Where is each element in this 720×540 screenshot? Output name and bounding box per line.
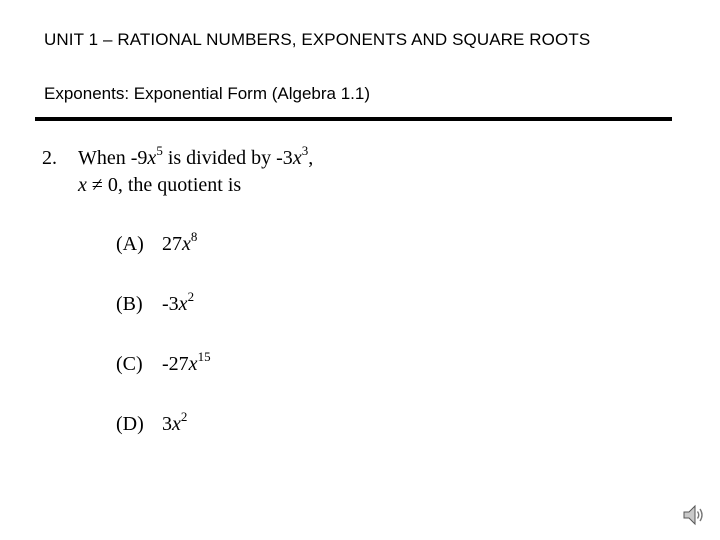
variable: x [292,147,302,169]
option-variable: x [182,233,191,255]
option-letter: (D) [116,413,144,435]
question-text [42,145,313,199]
option-variable: x [178,293,188,315]
option-coefficient: 27 [162,233,182,255]
lesson-subtitle: Exponents: Exponential Form (Algebra 1.1) [44,84,371,103]
option-exponent: 8 [190,229,198,244]
answer-options [116,226,211,466]
variable: x [147,147,157,169]
speaker-icon[interactable] [682,503,706,527]
option-coefficient: 3 [162,413,172,435]
variable: x [78,174,87,196]
title-divider [35,117,672,121]
option-letter: (A) [116,233,144,255]
option-coefficient: -3 [162,293,179,315]
option-b[interactable] [116,286,211,346]
question-line-2 [42,172,313,199]
option-exponent: 2 [180,409,188,424]
unit-title: UNIT 1 – RATIONAL NUMBERS, EXPONENTS AND SQUARE ROOTS [44,30,591,49]
option-d[interactable] [116,406,211,466]
question-text-part: ≠ 0, the quotient is [86,174,242,196]
option-coefficient: -27 [162,353,189,375]
option-letter: (B) [116,293,143,315]
question-line-1 [42,145,313,172]
option-a[interactable] [116,226,211,286]
exponent: 3 [301,143,309,158]
exponent: 5 [156,143,163,158]
option-letter: (C) [116,353,143,375]
option-c[interactable] [116,346,211,406]
option-variable: x [188,353,198,375]
option-exponent: 15 [197,349,211,364]
question-number: 2. [42,147,57,169]
question-text-part: , [308,147,314,169]
question-text-part: is divided by -3 [162,147,293,169]
option-variable: x [172,413,181,435]
option-exponent: 2 [187,289,195,304]
question-text-part: When -9 [78,147,148,169]
